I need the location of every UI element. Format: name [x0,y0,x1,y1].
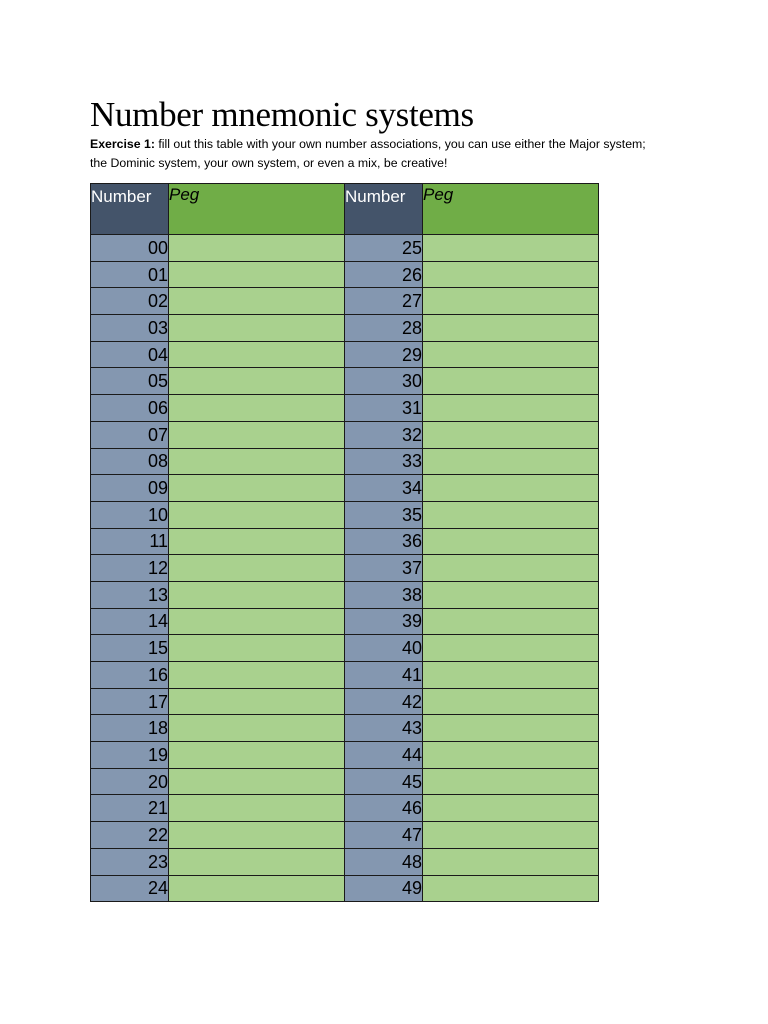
table-row [91,288,599,315]
number-cell: 38 [345,581,423,608]
peg-cell[interactable] [423,608,599,635]
peg-cell[interactable] [169,822,345,849]
peg-cell[interactable] [423,448,599,475]
peg-cell[interactable] [423,501,599,528]
peg-cell[interactable] [423,795,599,822]
instructions-line-1 [90,135,690,154]
number-cell: 35 [345,501,423,528]
table-row [91,662,599,689]
peg-cell[interactable] [423,368,599,395]
number-header-left: Number [91,184,169,235]
number-cell: 12 [91,555,169,582]
table-body [91,235,599,902]
peg-cell[interactable] [169,475,345,502]
number-cell: 07 [91,421,169,448]
number-cell: 18 [91,715,169,742]
peg-cell[interactable] [423,421,599,448]
number-cell: 25 [345,235,423,262]
number-cell: 37 [345,555,423,582]
number-cell: 28 [345,315,423,342]
table-row [91,528,599,555]
peg-cell[interactable] [169,341,345,368]
number-cell: 01 [91,261,169,288]
peg-header-right: Peg [423,184,599,235]
number-cell: 11 [91,528,169,555]
peg-cell[interactable] [169,395,345,422]
number-cell: 24 [91,875,169,902]
number-cell: 21 [91,795,169,822]
number-cell: 15 [91,635,169,662]
table-row [91,822,599,849]
number-cell: 03 [91,315,169,342]
table-row [91,235,599,262]
peg-cell[interactable] [169,235,345,262]
peg-cell[interactable] [423,261,599,288]
peg-cell[interactable] [423,635,599,662]
instructions-text-1: fill out this table with your own number associations, you can use either the Major system; [154,137,646,151]
peg-cell[interactable] [169,501,345,528]
number-cell: 33 [345,448,423,475]
number-cell: 48 [345,848,423,875]
peg-cell[interactable] [169,848,345,875]
table-row [91,368,599,395]
number-cell: 34 [345,475,423,502]
peg-cell[interactable] [169,875,345,902]
number-cell: 00 [91,235,169,262]
peg-cell[interactable] [423,288,599,315]
table-header-row [91,184,599,235]
number-cell: 22 [91,822,169,849]
peg-cell[interactable] [169,742,345,769]
table-row [91,315,599,342]
peg-cell[interactable] [169,635,345,662]
peg-cell[interactable] [169,581,345,608]
table-row [91,715,599,742]
table-row [91,395,599,422]
exercise-label: Exercise 1: [90,137,155,151]
table-row [91,742,599,769]
table-row [91,421,599,448]
table-row [91,875,599,902]
peg-cell[interactable] [169,795,345,822]
table-row [91,341,599,368]
instructions-line-2: the Dominic system, your own system, or even a mix, be creative! [90,156,448,170]
peg-cell[interactable] [423,555,599,582]
peg-cell[interactable] [423,742,599,769]
number-cell: 20 [91,768,169,795]
peg-cell[interactable] [423,715,599,742]
peg-cell[interactable] [169,528,345,555]
table-row [91,581,599,608]
number-header-right: Number [345,184,423,235]
number-cell: 39 [345,608,423,635]
number-cell: 26 [345,261,423,288]
peg-cell[interactable] [169,288,345,315]
peg-cell[interactable] [169,688,345,715]
table-row [91,768,599,795]
number-cell: 23 [91,848,169,875]
exercise-instructions [90,135,690,173]
table-row [91,261,599,288]
peg-cell[interactable] [423,875,599,902]
peg-header-left: Peg [169,184,345,235]
table-row [91,688,599,715]
peg-cell[interactable] [423,395,599,422]
number-cell: 42 [345,688,423,715]
peg-cell[interactable] [169,315,345,342]
table-row [91,475,599,502]
number-cell: 14 [91,608,169,635]
number-cell: 05 [91,368,169,395]
number-cell: 30 [345,368,423,395]
number-cell: 13 [91,581,169,608]
table-row [91,795,599,822]
peg-cell[interactable] [423,688,599,715]
peg-cell[interactable] [169,555,345,582]
table-row [91,848,599,875]
peg-cell[interactable] [169,421,345,448]
table-row [91,555,599,582]
peg-cell[interactable] [169,448,345,475]
peg-cell[interactable] [423,341,599,368]
number-cell: 02 [91,288,169,315]
peg-cell[interactable] [169,608,345,635]
number-cell: 10 [91,501,169,528]
number-cell: 27 [345,288,423,315]
number-cell: 41 [345,662,423,689]
number-cell: 16 [91,662,169,689]
table-row [91,608,599,635]
peg-cell[interactable] [423,475,599,502]
number-cell: 31 [345,395,423,422]
peg-table [90,183,599,902]
table-row [91,448,599,475]
number-cell: 40 [345,635,423,662]
number-cell: 32 [345,421,423,448]
number-cell: 43 [345,715,423,742]
number-cell: 29 [345,341,423,368]
peg-cell[interactable] [423,662,599,689]
page-title: Number mnemonic systems [90,95,474,134]
table-row [91,635,599,662]
number-cell: 09 [91,475,169,502]
table-row [91,501,599,528]
number-cell: 45 [345,768,423,795]
peg-cell[interactable] [423,822,599,849]
peg-cell[interactable] [423,315,599,342]
number-cell: 17 [91,688,169,715]
peg-cell[interactable] [423,581,599,608]
number-cell: 46 [345,795,423,822]
number-cell: 06 [91,395,169,422]
peg-cell[interactable] [423,848,599,875]
peg-cell[interactable] [423,528,599,555]
peg-cell[interactable] [169,261,345,288]
number-cell: 36 [345,528,423,555]
number-cell: 08 [91,448,169,475]
peg-cell[interactable] [423,768,599,795]
peg-cell[interactable] [423,235,599,262]
number-cell: 44 [345,742,423,769]
peg-cell[interactable] [169,662,345,689]
number-cell: 47 [345,822,423,849]
number-cell: 49 [345,875,423,902]
number-cell: 04 [91,341,169,368]
peg-cell[interactable] [169,768,345,795]
peg-cell[interactable] [169,368,345,395]
peg-cell[interactable] [169,715,345,742]
number-cell: 19 [91,742,169,769]
